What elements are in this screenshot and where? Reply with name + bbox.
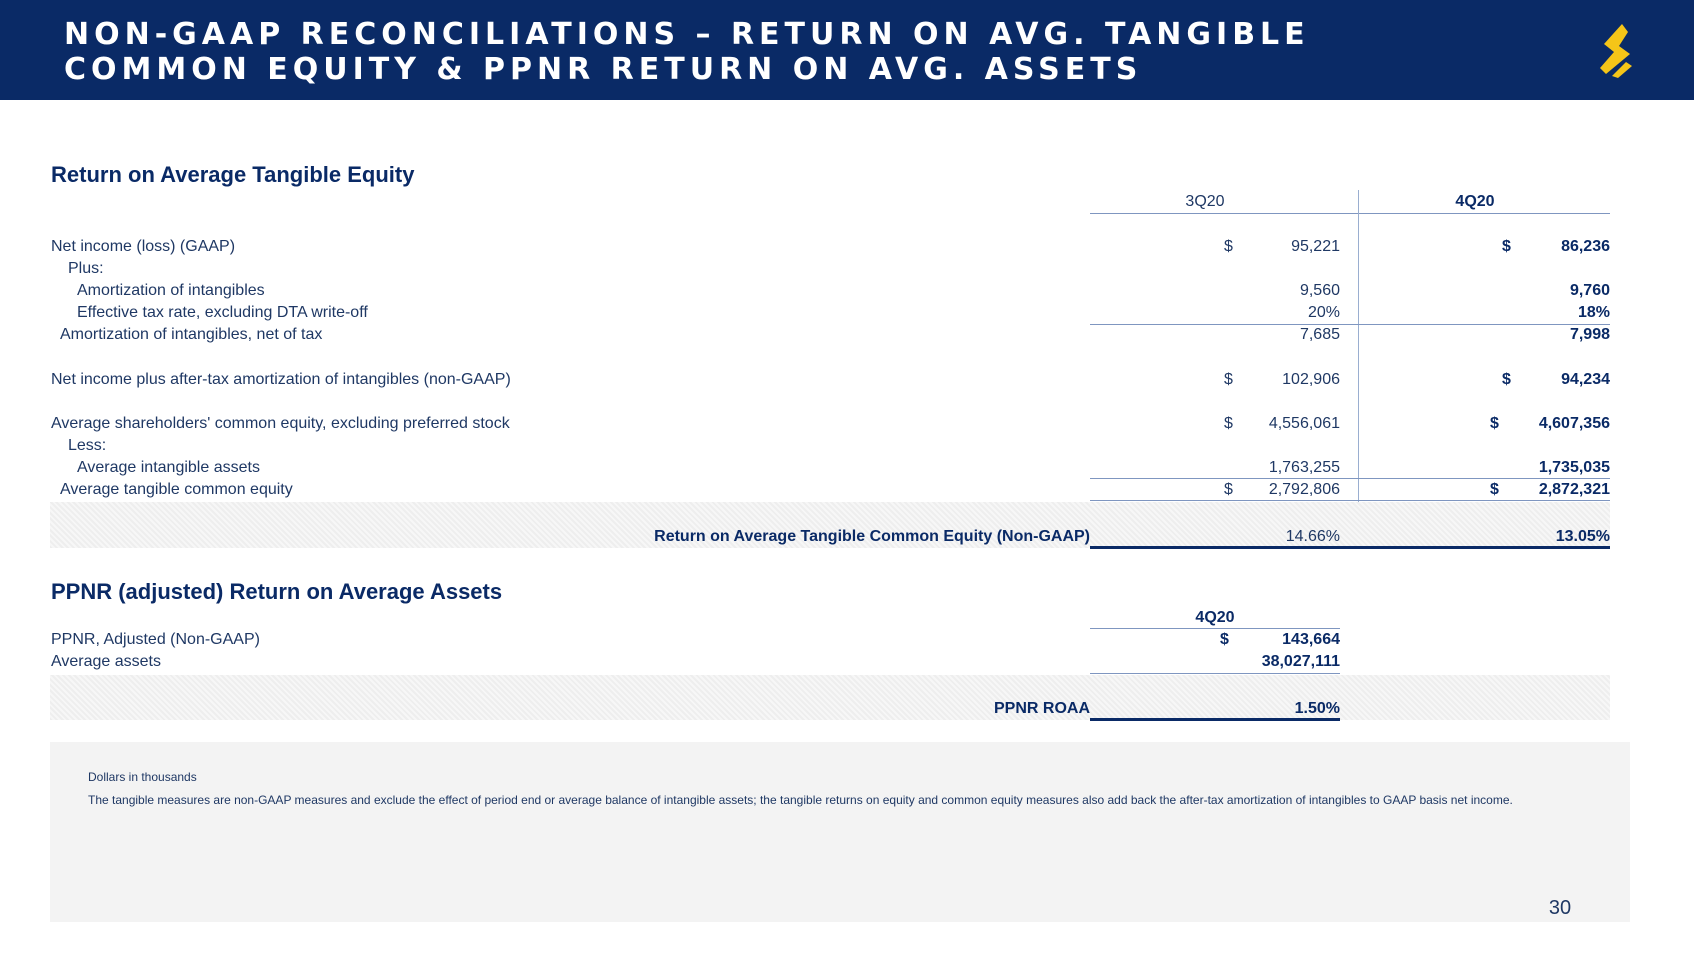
rote-col-3q20-header: 3Q20 [1185,193,1225,210]
rote-row-3q20-value: 9,560 [1299,282,1340,299]
rote-row-label: Amortization of intangibles, net of tax [60,326,323,343]
rote-row-label: Amortization of intangibles [77,282,265,299]
slide-header [0,0,1694,100]
rote-row-4q20-value: 2,872,321 [1538,481,1610,498]
rote-column-divider [1358,190,1359,547]
rote-col-4q20-header: 4Q20 [1455,193,1495,210]
rote-row-3q20-value: 102,906 [1282,371,1340,388]
rote-summary-3q20-value: 14.66% [1285,528,1340,545]
rote-section-title: Return on Average Tangible Equity [51,162,415,187]
ppnr-row-dollar: $ [1220,631,1229,648]
rote-header-rule [1090,213,1610,214]
rote-row-4q20-dollar: $ [1490,481,1499,498]
rote-row-4q20-dollar: $ [1502,371,1511,388]
rote-row-3q20-dollar: $ [1224,238,1233,255]
rote-row-4q20-value: 18% [1577,304,1610,321]
ppnr-total-rule [1090,673,1340,674]
rote-summary-4q20-value: 13.05% [1555,528,1610,545]
s-logo-icon [1592,22,1640,80]
slide-title-line-2: COMMON EQUITY & PPNR RETURN ON AVG. ASSETS [64,52,1143,87]
ppnr-header-rule [1090,628,1340,629]
rote-row-label: Average shareholders' common equity, excluding preferred stock [51,415,510,432]
rote-row-3q20-dollar: $ [1224,371,1233,388]
rote-subtotal-rule [1090,324,1610,325]
footnote-box [50,742,1630,922]
rote-row-4q20-value: 4,607,356 [1538,415,1610,432]
ppnr-col-4q20-header: 4Q20 [1195,609,1235,626]
ppnr-summary-rule [1090,718,1340,721]
rote-row-label: Net income plus after-tax amortization of intangibles (non-GAAP) [51,371,511,388]
rote-row-label: Average tangible common equity [60,481,293,498]
footnote-text: The tangible measures are non-GAAP measures and exclude the effect of period end or average balance of intangible assets; the tangible returns on equity and common equity measures also add back the after-tax amortization of intangibles to GAAP basis net income. [88,793,1513,807]
rote-row-3q20-value: 2,792,806 [1268,481,1340,498]
rote-row-label: Net income (loss) (GAAP) [51,238,236,255]
rote-row-3q20-value: 7,685 [1299,326,1340,343]
rote-summary-rule [1090,546,1610,549]
rote-row-label: Less: [68,437,107,454]
rote-row-label: Plus: [68,260,104,277]
page-number: 30 [1548,897,1572,919]
ppnr-row-label: Average assets [51,653,161,670]
rote-row-4q20-value: 86,236 [1561,238,1610,255]
rote-row-label: Average intangible assets [77,459,260,476]
ppnr-row-value: 143,664 [1282,631,1340,648]
rote-subtotal-rule [1090,478,1610,479]
ppnr-row-label: PPNR, Adjusted (Non-GAAP) [51,631,260,648]
rote-row-4q20-value: 9,760 [1569,282,1610,299]
rote-row-3q20-dollar: $ [1224,415,1233,432]
ppnr-summary-label: PPNR ROAA [993,700,1090,717]
rote-summary-label: Return on Average Tangible Common Equity (Non-GAAP) [654,528,1090,545]
rote-total-rule [1090,500,1610,501]
rote-row-4q20-value: 7,998 [1569,326,1610,343]
rote-row-4q20-value: 94,234 [1561,371,1610,388]
rote-row-label: Effective tax rate, excluding DTA write-off [77,304,368,321]
rote-row-4q20-dollar: $ [1502,238,1511,255]
rote-row-3q20-dollar: $ [1224,481,1233,498]
rote-row-3q20-value: 95,221 [1291,238,1340,255]
units-note: Dollars in thousands [88,770,197,784]
slide-title [64,17,1564,87]
ppnr-summary-value: 1.50% [1294,700,1340,717]
ppnr-row-value: 38,027,111 [1261,653,1340,670]
rote-row-4q20-dollar: $ [1490,415,1499,432]
rote-row-3q20-value: 1,763,255 [1268,459,1340,476]
rote-row-3q20-value: 4,556,061 [1268,415,1340,432]
slide-title-line-1: NON-GAAP RECONCILIATIONS – RETURN ON AVG. TANGIBLE [64,17,1310,52]
rote-row-4q20-value: 1,735,035 [1538,459,1610,476]
ppnr-section-title: PPNR (adjusted) Return on Average Assets [51,579,503,604]
rote-row-3q20-value: 20% [1307,304,1340,321]
